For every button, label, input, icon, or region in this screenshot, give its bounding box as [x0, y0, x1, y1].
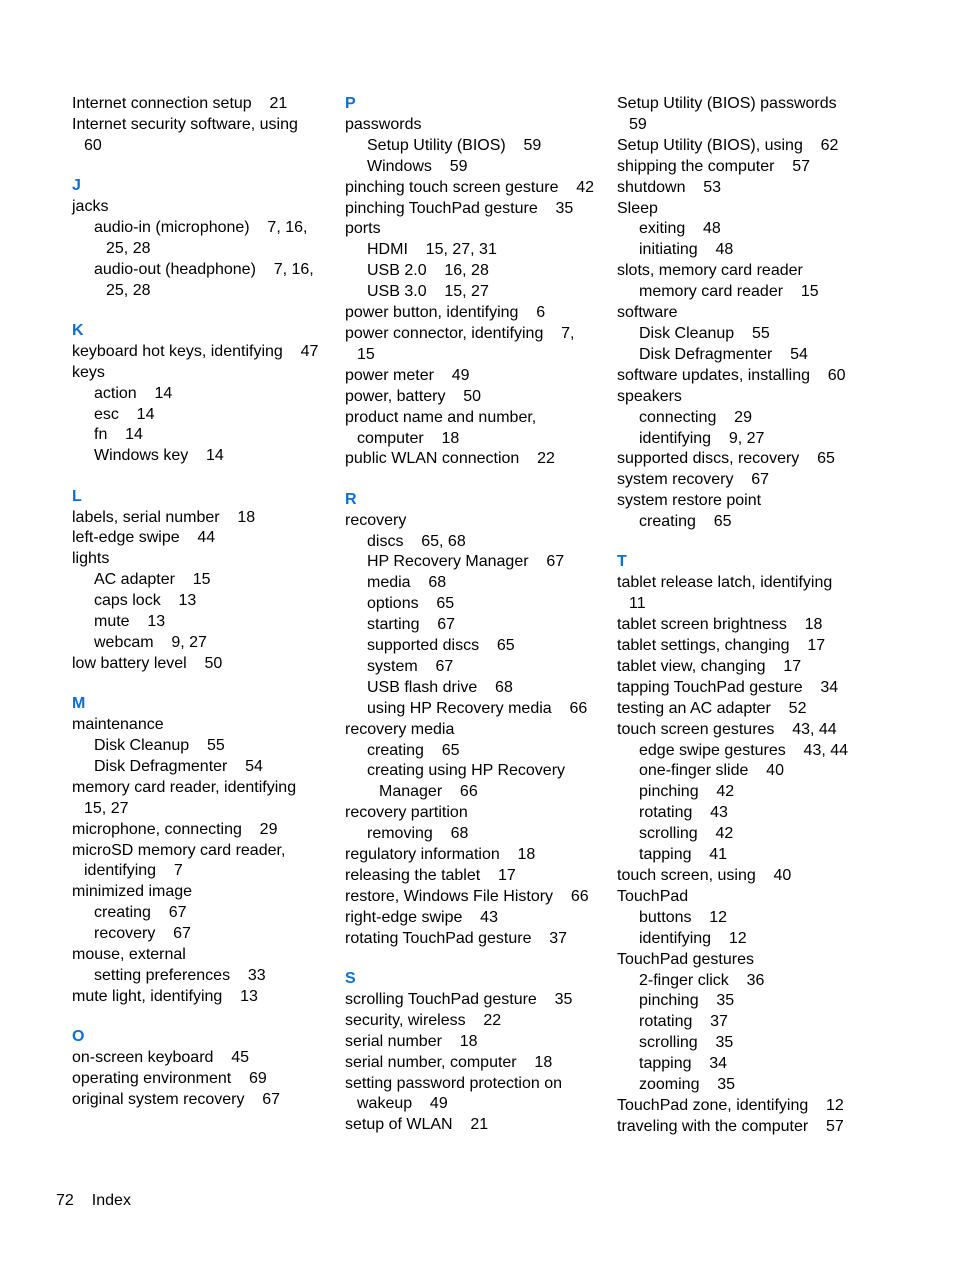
index-subentry: AC adapter 15: [94, 571, 211, 589]
index-entry: power connector, identifying 7,: [345, 324, 575, 342]
index-entry: system recovery 67: [617, 471, 770, 489]
index-entry: tablet screen brightness 18: [617, 616, 823, 634]
index-subentry: 2-finger click 36: [639, 971, 765, 989]
index-subentry: starting 67: [367, 616, 456, 634]
index-subentry: tapping 41: [639, 846, 728, 864]
footer-section-title: Index: [91, 1192, 131, 1209]
index-entry: TouchPad gestures: [617, 950, 754, 968]
index-entry: product name and number,: [345, 408, 537, 426]
index-subentry: recovery 67: [94, 925, 191, 943]
index-letter-heading: M: [72, 695, 86, 713]
index-entry: testing an AC adapter 52: [617, 699, 807, 717]
index-entry: shipping the computer 57: [617, 157, 811, 175]
index-entry: tapping TouchPad gesture 34: [617, 678, 839, 696]
index-entry: serial number, computer 18: [345, 1053, 553, 1071]
index-subentry: mute 13: [94, 613, 166, 631]
index-subentry: rotating 37: [639, 1013, 728, 1031]
index-entry: right-edge swipe 43: [345, 908, 498, 926]
index-entry: shutdown 53: [617, 178, 722, 196]
index-entry: recovery: [345, 511, 407, 529]
index-entry: supported discs, recovery 65: [617, 450, 835, 468]
index-entry: rotating TouchPad gesture 37: [345, 929, 568, 947]
index-entry: original system recovery 67: [72, 1090, 281, 1108]
index-subentry: caps lock 13: [94, 592, 197, 610]
index-subentry: zooming 35: [639, 1076, 736, 1094]
index-entry-continuation: 60: [84, 136, 102, 154]
index-entry-continuation: identifying 7: [84, 862, 183, 880]
index-entry: ports: [345, 220, 381, 238]
index-entry: releasing the tablet 17: [345, 867, 516, 885]
index-subentry: Disk Cleanup 55: [94, 737, 225, 755]
index-subentry: Windows 59: [367, 157, 468, 175]
index-subentry: HDMI 15, 27, 31: [367, 241, 497, 259]
index-subentry: creating using HP Recovery: [367, 762, 566, 780]
index-subentry: edge swipe gestures 43, 44: [639, 741, 849, 759]
index-entry: tablet view, changing 17: [617, 657, 802, 675]
index-subentry: buttons 12: [639, 908, 728, 926]
index-entry: power meter 49: [345, 366, 470, 384]
index-entry: lights: [72, 550, 110, 568]
index-entry-continuation: 11: [629, 595, 646, 613]
index-subentry: creating 65: [639, 513, 732, 531]
index-subentry: scrolling 42: [639, 825, 734, 843]
index-entry: touch screen gestures 43, 44: [617, 720, 837, 738]
index-subentry: rotating 43: [639, 804, 728, 822]
index-letter-heading: J: [72, 177, 81, 195]
index-subentry: fn 14: [94, 426, 143, 444]
page-number: 72: [56, 1192, 74, 1209]
index-entry: speakers: [617, 387, 682, 405]
index-subentry: pinching 35: [639, 992, 735, 1010]
index-entry-continuation: 15, 27: [84, 799, 129, 817]
page-footer: [56, 1191, 149, 1211]
index-subentry: pinching 42: [639, 783, 735, 801]
index-letter-heading: K: [72, 321, 84, 339]
index-entry: TouchPad: [617, 887, 689, 905]
index-entry: keyboard hot keys, identifying 47: [72, 342, 319, 360]
index-subentry: options 65: [367, 595, 455, 613]
index-subentry: Setup Utility (BIOS) 59: [367, 136, 542, 154]
index-entry: pinching touch screen gesture 42: [345, 178, 595, 196]
index-subentry: audio-in (microphone) 7, 16,: [94, 218, 308, 236]
index-entry: operating environment 69: [72, 1070, 267, 1088]
index-entry: microSD memory card reader,: [72, 841, 286, 859]
index-entry: public WLAN connection 22: [345, 450, 555, 468]
index-subentry: supported discs 65: [367, 637, 515, 655]
index-entry: keys: [72, 363, 105, 381]
index-entry: scrolling TouchPad gesture 35: [345, 990, 573, 1008]
index-entry: recovery partition: [345, 804, 468, 822]
index-column-3: [617, 94, 879, 1138]
index-entry: jacks: [72, 198, 109, 216]
index-entry: tablet release latch, identifying: [617, 574, 833, 592]
index-entry-continuation: 25, 28: [106, 281, 151, 299]
index-entry-continuation: computer 18: [357, 429, 460, 447]
index-entry: traveling with the computer 57: [617, 1117, 844, 1135]
index-subentry: Disk Defragmenter 54: [639, 345, 808, 363]
index-entry: microphone, connecting 29: [72, 820, 278, 838]
index-subentry: USB 3.0 15, 27: [367, 283, 489, 301]
index-entry: minimized image: [72, 883, 193, 901]
index-subentry: media 68: [367, 574, 447, 592]
index-entry: serial number 18: [345, 1032, 478, 1050]
index-subentry: scrolling 35: [639, 1034, 734, 1052]
index-subentry: esc 14: [94, 405, 155, 423]
index-entry: labels, serial number 18: [72, 508, 256, 526]
index-entry: setup of WLAN 21: [345, 1116, 489, 1134]
index-entry: power button, identifying 6: [345, 304, 546, 322]
index-subentry: tapping 34: [639, 1055, 728, 1073]
index-subentry: system 67: [367, 657, 454, 675]
index-entry: restore, Windows File History 66: [345, 887, 589, 905]
index-subentry: identifying 12: [639, 929, 747, 947]
index-entry: power, battery 50: [345, 387, 482, 405]
index-entry: left-edge swipe 44: [72, 529, 216, 547]
index-letter-heading: P: [345, 95, 356, 112]
index-entry: mouse, external: [72, 946, 186, 964]
index-letter-heading: T: [617, 553, 627, 571]
index-entry: software updates, installing 60: [617, 366, 846, 384]
index-entry-continuation: Manager 66: [379, 783, 478, 801]
index-subentry: USB flash drive 68: [367, 678, 513, 696]
index-entry: regulatory information 18: [345, 846, 536, 864]
index-subentry: creating 65: [367, 741, 460, 759]
index-subentry: exiting 48: [639, 220, 721, 238]
index-subentry: creating 67: [94, 904, 187, 922]
index-subentry: Windows key 14: [94, 447, 224, 465]
index-subentry: audio-out (headphone) 7, 16,: [94, 260, 314, 278]
index-entry: low battery level 50: [72, 654, 223, 672]
index-entry-continuation: 59: [629, 115, 647, 133]
index-subentry: identifying 9, 27: [639, 429, 765, 447]
index-entry: mute light, identifying 13: [72, 987, 258, 1005]
index-subentry: webcam 9, 27: [94, 634, 207, 652]
index-entry-continuation: 25, 28: [106, 239, 151, 257]
index-subentry: using HP Recovery media 66: [367, 699, 588, 717]
index-entry: memory card reader, identifying: [72, 778, 297, 796]
index-entry: on-screen keyboard 45: [72, 1049, 249, 1067]
index-entry: pinching TouchPad gesture 35: [345, 199, 574, 217]
index-entry-continuation: wakeup 49: [357, 1095, 448, 1113]
index-entry: maintenance: [72, 716, 164, 734]
index-entry: Internet connection setup 21: [72, 95, 288, 112]
index-letter-heading: R: [345, 490, 357, 508]
index-letter-heading: L: [72, 487, 82, 505]
index-subentry: connecting 29: [639, 408, 752, 426]
index-subentry: Disk Defragmenter 54: [94, 757, 263, 775]
index-entry: TouchPad zone, identifying 12: [617, 1096, 844, 1114]
index-subentry: USB 2.0 16, 28: [367, 262, 489, 280]
index-entry: recovery media: [345, 720, 455, 738]
index-entry: setting password protection on: [345, 1074, 563, 1092]
index-column-1: [72, 94, 334, 1111]
index-entry: Setup Utility (BIOS) passwords: [617, 95, 837, 112]
index-letter-heading: S: [345, 970, 356, 988]
index-subentry: action 14: [94, 384, 173, 402]
index-subentry: initiating 48: [639, 241, 734, 259]
index-subentry: one-finger slide 40: [639, 762, 784, 780]
index-entry: system restore point: [617, 492, 762, 510]
index-entry: software: [617, 304, 678, 322]
index-subentry: Disk Cleanup 55: [639, 324, 770, 342]
index-subentry: setting preferences 33: [94, 967, 266, 984]
index-entry: slots, memory card reader: [617, 262, 803, 280]
index-entry: passwords: [345, 115, 422, 133]
index-entry: tablet settings, changing 17: [617, 637, 826, 655]
index-column-2: [345, 94, 607, 1136]
index-subentry: memory card reader 15: [639, 283, 819, 301]
index-entry: Internet security software, using: [72, 115, 298, 133]
index-entry: touch screen, using 40: [617, 867, 792, 885]
index-entry: Setup Utility (BIOS), using 62: [617, 136, 839, 154]
index-entry: Sleep: [617, 199, 658, 217]
index-entry-continuation: 15: [357, 345, 375, 363]
index-subentry: discs 65, 68: [367, 532, 466, 550]
index-subentry: HP Recovery Manager 67: [367, 553, 565, 571]
index-subentry: removing 68: [367, 825, 469, 843]
index-letter-heading: O: [72, 1028, 85, 1046]
index-entry: security, wireless 22: [345, 1011, 502, 1029]
